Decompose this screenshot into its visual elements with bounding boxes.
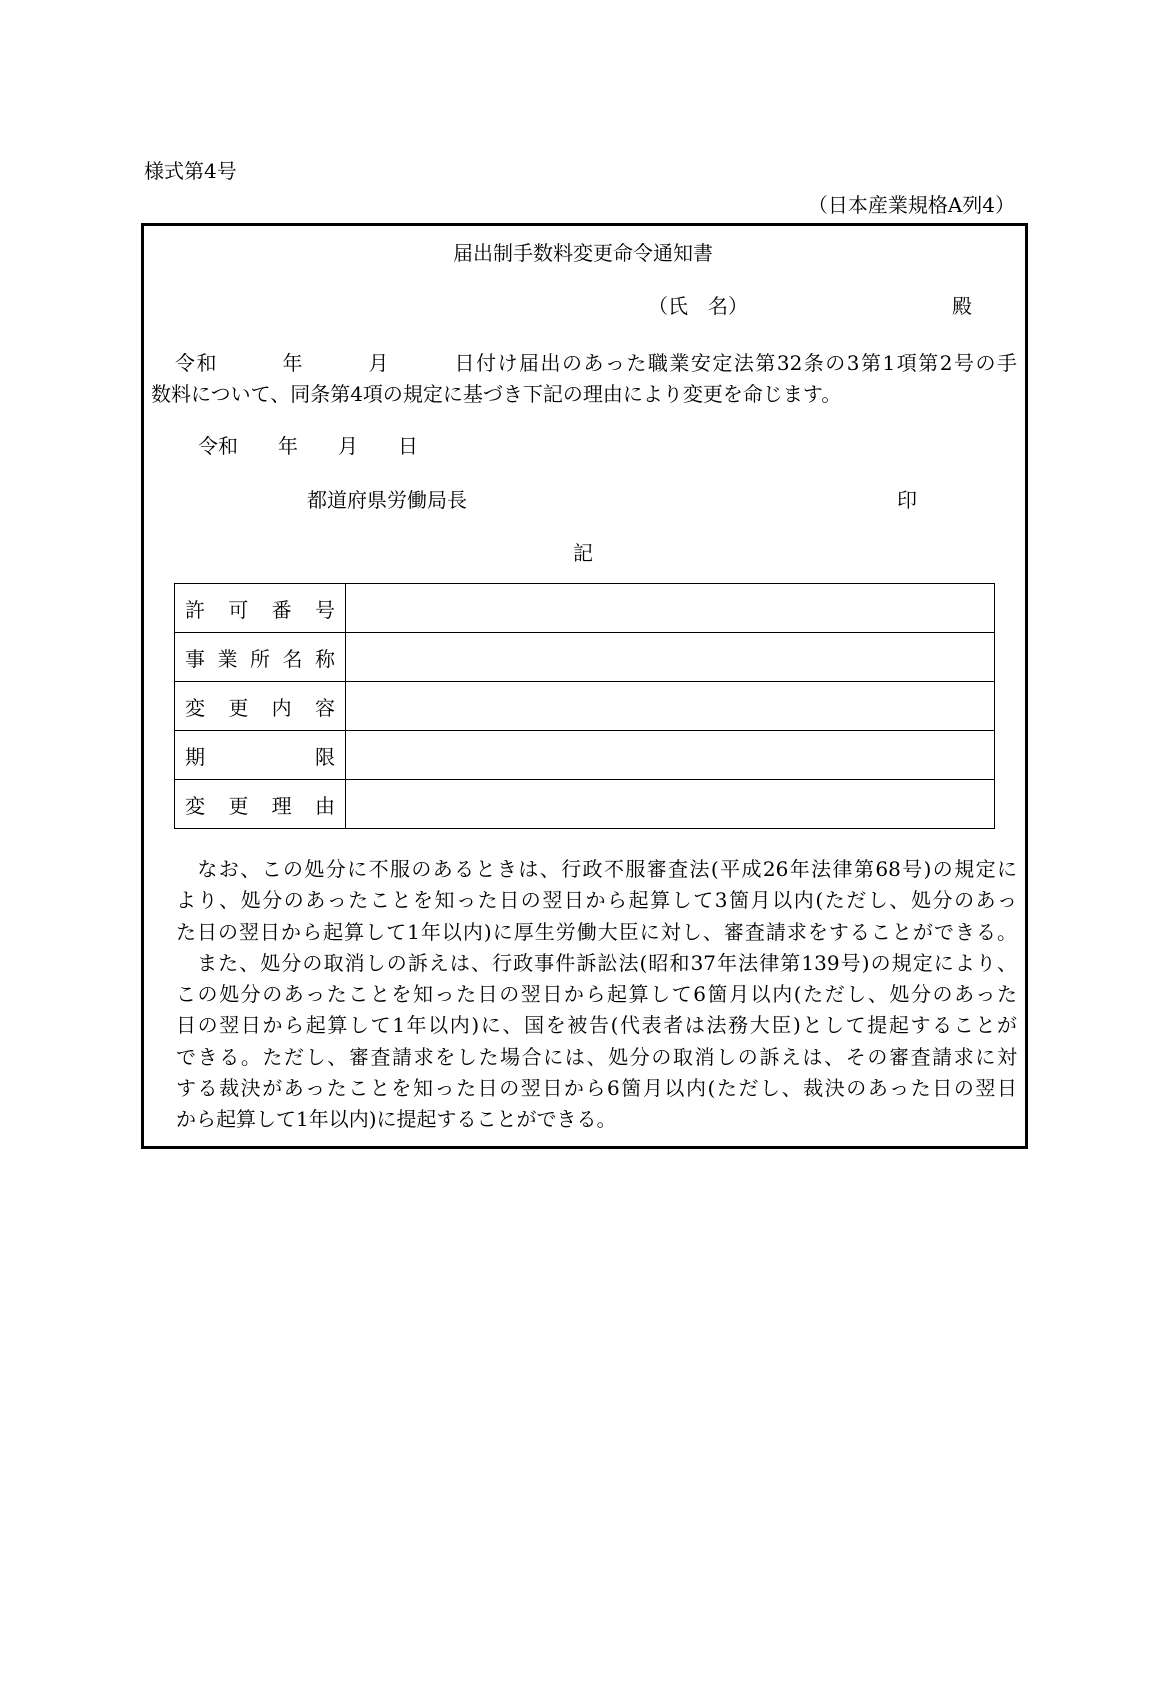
permit-number-field[interactable] <box>346 584 995 633</box>
table-row <box>175 682 995 731</box>
honorific: 殿 <box>952 294 972 318</box>
table-row <box>175 731 995 780</box>
date-line: 令和 年 月 日 <box>198 434 418 458</box>
note-line: より、処分のあったことを知った日の翌日から起算して3箇月以内(ただし、処分のあっ <box>176 888 1017 913</box>
table-row <box>175 633 995 682</box>
change-reason-field[interactable] <box>346 780 995 829</box>
change-content-field[interactable] <box>346 682 995 731</box>
note-line: できる。ただし、審査請求をした場合には、処分の取消しの訴えは、その審査請求に対 <box>176 1044 1017 1069</box>
note-line: また、処分の取消しの訴えは、行政事件訴訟法(昭和37年法律第139号)の規定により、 <box>176 950 1017 975</box>
row-label: 変更理由 <box>185 793 335 818</box>
body-paragraph <box>151 353 1017 415</box>
note-line: なお、この処分に不服のあるときは、行政不服審査法(平成26年法律第68号)の規定に <box>176 857 1017 881</box>
row-label: 変更内容 <box>185 695 335 720</box>
note-line: 日の翌日から起算して1年以内)に、国を被告(代表者は法務大臣)として提起することが <box>176 1013 1017 1038</box>
note-line: この処分のあったことを知った日の翌日から起算して6箇月以内(ただし、処分のあった <box>176 982 1017 1007</box>
note-line: する裁決があったことを知った日の翌日から6箇月以内(ただし、裁決のあった日の翌日 <box>176 1076 1017 1101</box>
ki-heading: 記 <box>573 541 593 565</box>
seal-mark: 印 <box>897 488 917 512</box>
form-number: 様式第4号 <box>144 159 237 183</box>
table-row <box>175 584 995 633</box>
document-title: 届出制手数料変更命令通知書 <box>453 241 713 265</box>
body-line-2: 数料について、同条第4項の規定に基づき下記の理由により変更を命じます。 <box>151 382 842 406</box>
addressee-name-label: （氏 名） <box>648 294 748 318</box>
row-label: 事業所名称 <box>185 646 335 671</box>
table-row <box>175 780 995 829</box>
details-table <box>174 583 995 829</box>
paper-size-note: （日本産業規格A列4） <box>807 193 1015 217</box>
row-label: 期限 <box>185 744 335 769</box>
row-label: 許可番号 <box>185 597 335 622</box>
note-line: た日の翌日から起算して1年以内)に厚生労働大臣に対し、審査請求をすることができる。 <box>176 919 1017 944</box>
body-line-1: 令和 年 月 日付け届出のあった職業安定法第32条の3第1項第2号の手 <box>175 351 1017 375</box>
deadline-field[interactable] <box>346 731 995 780</box>
note-line: から起算して1年以内)に提起することができる。 <box>176 1107 617 1132</box>
office-name-field[interactable] <box>346 633 995 682</box>
issuer: 都道府県労働局長 <box>307 488 467 512</box>
appeal-notes <box>176 859 1017 1141</box>
